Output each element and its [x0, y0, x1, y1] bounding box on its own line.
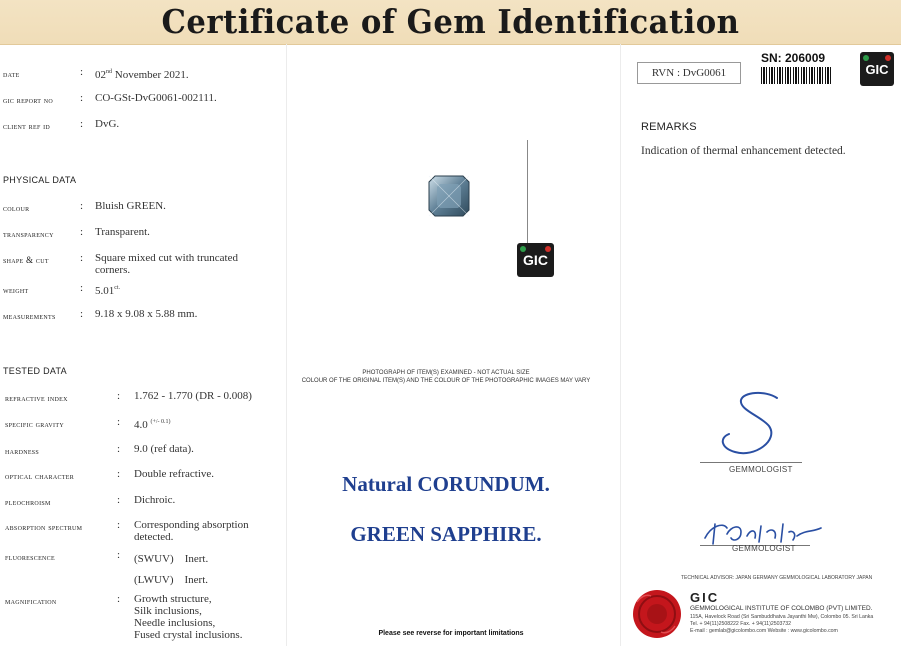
logo-dot-green — [863, 55, 869, 61]
measurements-label: measurements — [3, 311, 56, 321]
serial-number: SN: 206009 — [761, 51, 826, 65]
report-no-value: CO-GSt-DvG0061-002111. — [95, 92, 217, 104]
institute-acronym: GIC — [690, 590, 720, 605]
remarks-heading: REMARKS — [641, 121, 697, 133]
client-ref-value: DvG. — [95, 118, 120, 130]
colon: : — [80, 226, 84, 238]
optical-character-value: Double refractive. — [134, 468, 215, 480]
shape-cut-label: shape & cut — [3, 255, 49, 265]
magnification-label: magnification — [5, 596, 57, 606]
weight-value: $5.01^{ct.}$ — [95, 285, 121, 297]
reverse-limitations-note: Please see reverse for important limitations — [378, 630, 524, 637]
technical-advisor: TECHNICAL ADVISOR: JAPAN GERMANY GEMMOLOGICAL LABORATORY JAPAN — [681, 575, 873, 581]
shape-cut-value: Square mixed cut with truncated corners. — [95, 252, 238, 276]
specific-gravity-value: 4.0 $^{(+/- 0.1)}$ — [134, 419, 171, 431]
colon: : — [117, 593, 121, 605]
colour-label: colour — [3, 203, 30, 213]
certificate-title: Certificate of Gem Identification — [161, 2, 740, 41]
gic-logo: GIC — [860, 52, 894, 86]
hardness-label: hardness — [5, 446, 40, 456]
date-value: 02nd November 2021. — [95, 69, 189, 81]
colon: : — [80, 200, 84, 212]
pleochroism-label: pleochroism — [5, 497, 51, 507]
logo-dot-green — [520, 246, 526, 252]
fold-line-right — [620, 44, 621, 646]
colon: : — [80, 118, 84, 130]
signature-1 — [715, 388, 805, 462]
gemstone-photo — [428, 175, 470, 217]
rvn-box: RVN : DvG0061 — [637, 62, 741, 84]
client-ref-label: client ref id — [3, 121, 51, 131]
colon: : — [80, 282, 84, 294]
fold-line-left — [286, 44, 287, 646]
colon: : — [117, 494, 121, 506]
pleochroism-value: Dichroic. — [134, 494, 176, 506]
colon: : — [80, 92, 84, 104]
logo-dot-red — [545, 246, 551, 252]
photo-note-line-2: COLOUR OF THE ORIGINAL ITEM(S) AND THE COLOUR OF THE PHOTOGRAPHIC IMAGES MAY VARY — [301, 378, 591, 384]
hardness-value: 9.0 (ref data). — [134, 443, 194, 455]
tested-data-heading: TESTED DATA — [3, 366, 67, 376]
colon: : — [80, 252, 84, 264]
refractive-index-value: 1.762 - 1.770 (DR - 0.008) — [134, 390, 252, 402]
barcode — [761, 67, 831, 84]
report-no-label: gic report no — [3, 95, 54, 105]
conclusion-variety: GREEN SAPPHIRE. — [350, 522, 542, 546]
conclusion-species: Natural CORUNDUM. — [342, 472, 550, 496]
colon: : — [117, 468, 121, 480]
specific-gravity-label: specific gravity — [5, 419, 64, 429]
institute-email: E-mail : gemlab@gicolombo.com Website : www.gicolombo.com — [690, 628, 838, 634]
transparency-value: Transparent. — [95, 226, 150, 238]
physical-data-heading: PHYSICAL DATA — [3, 175, 77, 185]
colon: : — [117, 549, 121, 561]
transparency-label: transparency — [3, 229, 54, 239]
measurements-value: 9.18 x 9.08 x 5.88 mm. — [95, 308, 198, 320]
institute-address: 115A, Havelock Road (Sri Sambuddhatva Jayanthi Mw), Colombo 05. Sri Lanka — [690, 614, 874, 620]
institute-phone: Tel. + 94(11)2508222 Fax. + 94(11)2503732 — [690, 621, 792, 627]
gemmologist-label-2: GEMMOLOGIST — [732, 544, 796, 553]
wax-seal — [631, 588, 683, 640]
photo-pointer-line — [527, 140, 528, 244]
fluorescence-value: (SWUV) Inert. (LWUV) Inert. — [134, 553, 209, 586]
logo-dot-red — [885, 55, 891, 61]
gic-photo-logo: GIC — [517, 243, 554, 277]
colon: : — [117, 443, 121, 455]
colon: : — [80, 308, 84, 320]
colon: : — [117, 416, 121, 428]
colour-value: Bluish GREEN. — [95, 200, 166, 212]
photo-note — [286, 369, 606, 385]
optical-character-label: optical character — [5, 471, 75, 481]
absorption-spectrum-label: absorption spectrum — [5, 522, 83, 532]
gemmologist-label-1: GEMMOLOGIST — [729, 465, 793, 474]
colon: : — [117, 519, 121, 531]
remarks-text: Indication of thermal enhancement detected. — [641, 145, 846, 157]
date-label: date — [3, 69, 20, 79]
absorption-spectrum-value: Corresponding absorption detected. — [134, 519, 249, 543]
magnification-value: Growth structure, Silk inclusions, Needle inclusions, Fused crystal inclusions. — [134, 593, 243, 641]
fluorescence-label: fluorescence — [5, 552, 55, 562]
colon: : — [80, 66, 84, 78]
signature-line-1 — [700, 462, 802, 463]
certificate-header — [0, 0, 901, 45]
photo-note-line-1: PHOTOGRAPH OF ITEM(S) EXAMINED - NOT ACTUAL SIZE — [362, 370, 530, 376]
weight-label: weight — [3, 285, 29, 295]
colon: : — [117, 390, 121, 402]
refractive-index-label: refractive index — [5, 393, 68, 403]
institute-name: GEMMOLOGICAL INSTITUTE OF COLOMBO (PVT) LIMITED. — [690, 605, 873, 612]
